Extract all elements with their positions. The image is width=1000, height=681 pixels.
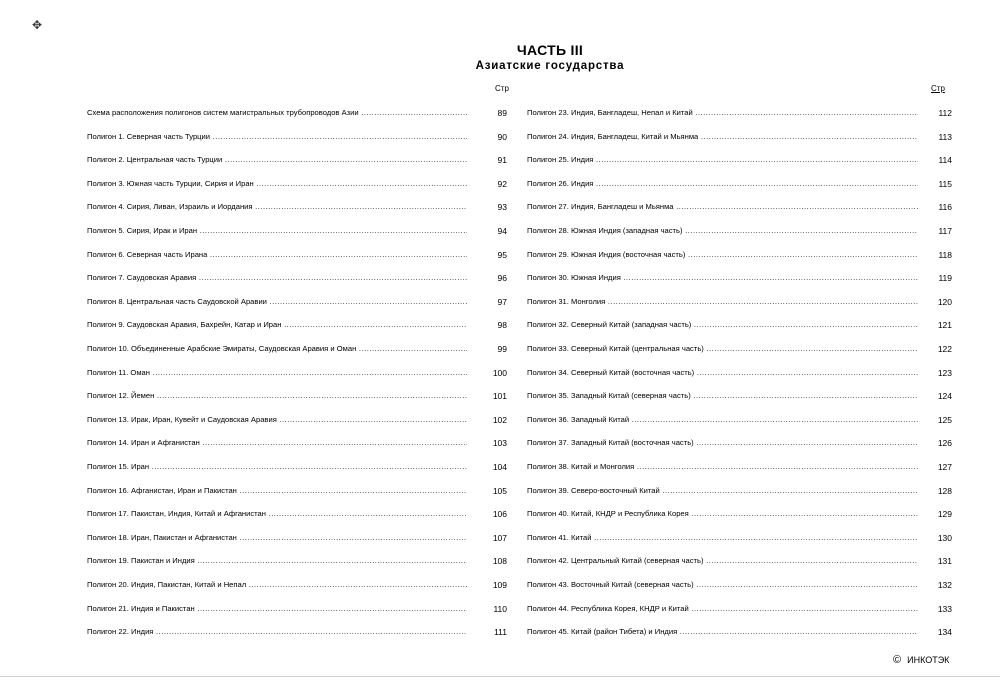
toc-row[interactable] [527, 198, 952, 212]
toc-entry-label: Полигон 17. Пакистан, Индия, Китай и Афганистан ..... [87, 509, 467, 519]
toc-row[interactable] [527, 387, 952, 401]
toc-entry-label: Полигон 2. Центральная часть Турции ..... [87, 155, 467, 165]
toc-entry-label: Полигон 35. Западный Китай (северная часть) ..... [527, 391, 918, 401]
toc-row[interactable] [527, 529, 952, 543]
toc-entry-label: Полигон 1. Северная часть Турции ..... [87, 132, 467, 142]
toc-entry-page: 118 [938, 249, 952, 260]
toc-entry-label: Схема расположения полигонов систем магистральных трубопроводов Азии ..... [87, 108, 467, 118]
toc-entry-label: Полигон 23. Индия, Бангладеш, Непал и Китай ..... [527, 108, 918, 118]
toc-entry-page: 123 [937, 367, 952, 378]
toc-entry-label: Полигон 12. Йемен ..... [87, 391, 467, 401]
toc-row[interactable] [527, 600, 952, 614]
toc-entry-label: Полигон 7. Саудовская Аравия ..... [87, 273, 467, 283]
toc-entry-label: Полигон 4. Сирия, Ливан, Израиль и Иордания ..... [87, 202, 467, 212]
toc-entry-page: 93 [497, 202, 507, 213]
toc-row[interactable] [527, 151, 952, 165]
toc-entry-label: Полигон 13. Ирак, Иран, Кувейт и Саудовская Аравия ..... [87, 415, 467, 425]
toc-entry-page: 96 [497, 273, 507, 284]
toc-row[interactable] [87, 482, 517, 496]
toc-row[interactable] [87, 623, 517, 637]
toc-entry-page: 108 [492, 556, 507, 567]
toc-row[interactable] [87, 529, 517, 543]
toc-row[interactable] [527, 293, 952, 307]
toc-row[interactable] [87, 104, 517, 118]
toc-entry-label: Полигон 9. Саудовская Аравия, Бахрейн, Катар и Иран ..... [87, 320, 467, 330]
toc-row[interactable] [87, 151, 517, 165]
toc-entry-label: Полигон 20. Индия, Пакистан, Китай и Непал ..... [87, 580, 467, 590]
toc-entry-page: 117 [938, 226, 952, 236]
toc-row[interactable] [87, 364, 517, 378]
toc-entry-page: 113 [938, 131, 952, 142]
brand-label: ИНКОТЭК [907, 655, 950, 665]
toc-entry-page: 92 [497, 178, 507, 189]
toc-entry-label: Полигон 30. Южная Индия ..... [527, 273, 918, 283]
toc-row[interactable] [87, 128, 517, 142]
toc-row[interactable] [527, 340, 952, 354]
toc-entry-page: 99 [497, 344, 507, 354]
toc-entry-label: Полигон 43. Восточный Китай (северная часть) ..... [527, 580, 918, 590]
toc-entry-page: 97 [497, 296, 507, 307]
toc-row[interactable] [87, 175, 517, 189]
toc-entry-page: 101 [492, 391, 507, 402]
toc-entry-label: Полигон 15. Иран ..... [87, 462, 467, 472]
toc-entry-page: 133 [937, 603, 952, 614]
part-title: ЧАСТЬ III [516, 42, 584, 58]
page-bottom-divider [0, 676, 1000, 677]
copyright-icon: © [893, 654, 902, 666]
toc-entry-label: Полигон 5. Сирия, Ирак и Иран ..... [87, 226, 467, 236]
toc-row[interactable] [527, 623, 952, 637]
toc-entry-label: Полигон 38. Китай и Монголия ..... [527, 462, 918, 472]
toc-entry-label: Полигон 24. Индия, Бангладеш, Китай и Мьянма ..... [527, 132, 918, 142]
toc-entry-page: 126 [937, 438, 952, 449]
toc-entry-label: Полигон 19. Пакистан и Индия ..... [87, 556, 467, 566]
toc-entry-label: Полигон 8. Центральная часть Саудовской Аравии ..... [87, 297, 467, 307]
toc-entry-page: 103 [492, 438, 507, 449]
toc-entry-label: Полигон 32. Северный Китай (западная часть) ..... [527, 320, 918, 330]
toc-entry-label: Полигон 21. Индия и Пакистан ..... [87, 604, 467, 614]
toc-entry-label: Полигон 28. Южная Индия (западная часть) ..... [527, 226, 918, 236]
toc-entry-page: 130 [937, 532, 952, 543]
toc-entry-label: Полигон 6. Северная часть Ирана ..... [87, 250, 467, 260]
toc-row[interactable] [527, 128, 952, 142]
toc-entry-label: Полигон 3. Южная часть Турции, Сирия и Иран ..... [87, 179, 467, 189]
toc-entry-page: 122 [937, 344, 952, 354]
toc-entry-page: 91 [497, 155, 507, 166]
toc-row[interactable] [527, 175, 952, 189]
toc-row[interactable] [87, 552, 517, 566]
toc-entry-label: Полигон 26. Индия ..... [527, 179, 918, 189]
part-subtitle: Азиатские государства [475, 60, 625, 72]
toc-entry-page: 124 [937, 391, 952, 402]
toc-entry-label: Полигон 44. Республика Корея, КНДР и Китай ..... [527, 604, 918, 614]
toc-entry-label: Полигон 27. Индия, Бангладеш и Мьянма ..... [527, 202, 918, 212]
toc-row[interactable] [87, 387, 517, 401]
toc-entry-label: Полигон 11. Оман ..... [87, 368, 467, 378]
toc-entry-page: 115 [938, 178, 952, 189]
toc-row[interactable] [527, 482, 952, 496]
toc-entry-page: 100 [492, 367, 507, 378]
toc-row[interactable] [87, 576, 517, 590]
toc-entry-page: 107 [492, 532, 507, 543]
toc-row[interactable] [527, 434, 952, 448]
toc-row[interactable] [527, 552, 952, 566]
toc-row[interactable] [87, 340, 517, 354]
toc-entry-label: Полигон 34. Северный Китай (восточная часть) ..... [527, 368, 918, 378]
toc-entry-page: 106 [492, 509, 507, 520]
toc-row[interactable] [87, 269, 517, 283]
toc-entry-page: 120 [937, 296, 952, 307]
toc-entry-page: 105 [492, 485, 507, 496]
toc-entry-page: 102 [492, 414, 507, 425]
toc-entry-page: 114 [938, 155, 952, 166]
toc-row[interactable] [527, 411, 952, 425]
toc-entry-page: 95 [497, 249, 507, 260]
toc-row[interactable] [87, 505, 517, 519]
toc-entry-page: 109 [492, 580, 507, 590]
toc-row[interactable] [527, 316, 952, 330]
toc-entry-label: Полигон 25. Индия ..... [527, 155, 918, 165]
toc-row[interactable] [87, 246, 517, 260]
toc-entry-page: 90 [497, 131, 507, 142]
toc-entry-label: Полигон 22. Индия ..... [87, 627, 467, 637]
toc-entry-page: 111 [494, 627, 507, 638]
toc-entry-label: Полигон 29. Южная Индия (восточная часть) ..... [527, 250, 918, 260]
toc-entry-label: Полигон 45. Китай (район Тибета) и Индия ..... [527, 627, 918, 637]
toc-row[interactable] [527, 458, 952, 472]
toc-entry-page: 94 [497, 226, 507, 236]
toc-entry-label: Полигон 40. Китай, КНДР и Республика Корея ..... [527, 509, 918, 519]
toc-row[interactable] [87, 316, 517, 330]
toc-entry-label: Полигон 14. Иран и Афганистан ..... [87, 438, 467, 448]
toc-entry-page: 132 [937, 580, 952, 590]
table-move-handle-icon[interactable]: ✥ [31, 18, 43, 32]
toc-row[interactable] [527, 222, 952, 236]
toc-row[interactable] [87, 600, 517, 614]
toc-row[interactable] [87, 458, 517, 472]
toc-row[interactable] [87, 198, 517, 212]
toc-row[interactable] [87, 222, 517, 236]
toc-row[interactable] [527, 576, 952, 590]
toc-entry-label: Полигон 42. Центральный Китай (северная часть) ..... [527, 556, 918, 566]
toc-entry-page: 125 [937, 414, 952, 425]
toc-entry-page: 121 [937, 320, 952, 331]
footer [893, 654, 949, 666]
toc-entry-page: 98 [497, 320, 507, 331]
toc-row[interactable] [527, 364, 952, 378]
toc-entry-page: 131 [937, 556, 952, 567]
toc-entry-label: Полигон 37. Западный Китай (восточная часть) ..... [527, 438, 918, 448]
toc-entry-label: Полигон 39. Северо-восточный Китай ..... [527, 486, 918, 496]
left-page-column-header: Стр [495, 84, 509, 93]
toc-row[interactable] [87, 434, 517, 448]
toc-entry-page: 129 [937, 509, 952, 520]
right-page-column-header: Стр [931, 84, 945, 93]
toc-entry-page: 134 [937, 627, 952, 638]
toc-entry-page: 128 [937, 485, 952, 496]
toc-row[interactable] [87, 293, 517, 307]
toc-entry-page: 116 [938, 202, 952, 213]
toc-entry-page: 112 [938, 108, 952, 118]
toc-row[interactable] [87, 411, 517, 425]
toc-entry-label: Полигон 16. Афганистан, Иран и Пакистан ..... [87, 486, 467, 496]
toc-entry-label: Полигон 36. Западный Китай ..... [527, 415, 918, 425]
toc-entry-page: 89 [497, 108, 507, 118]
toc-entry-label: Полигон 18. Иран, Пакистан и Афганистан ..... [87, 533, 467, 543]
toc-row[interactable] [527, 246, 952, 260]
toc-entry-page: 110 [493, 603, 507, 614]
toc-row[interactable] [527, 505, 952, 519]
toc-entry-label: Полигон 31. Монголия ..... [527, 297, 918, 307]
toc-entry-page: 127 [937, 462, 952, 472]
toc-entry-label: Полигон 10. Объединенные Арабские Эмираты, Саудовская Аравия и Оман ..... [87, 344, 467, 354]
toc-entry-label: Полигон 33. Северный Китай (центральная часть) ..... [527, 344, 918, 354]
toc-row[interactable] [527, 269, 952, 283]
toc-entry-page: 119 [938, 273, 952, 284]
toc-entry-label: Полигон 41. Китай ..... [527, 533, 918, 543]
toc-row[interactable] [527, 104, 952, 118]
toc-entry-page: 104 [492, 462, 507, 472]
